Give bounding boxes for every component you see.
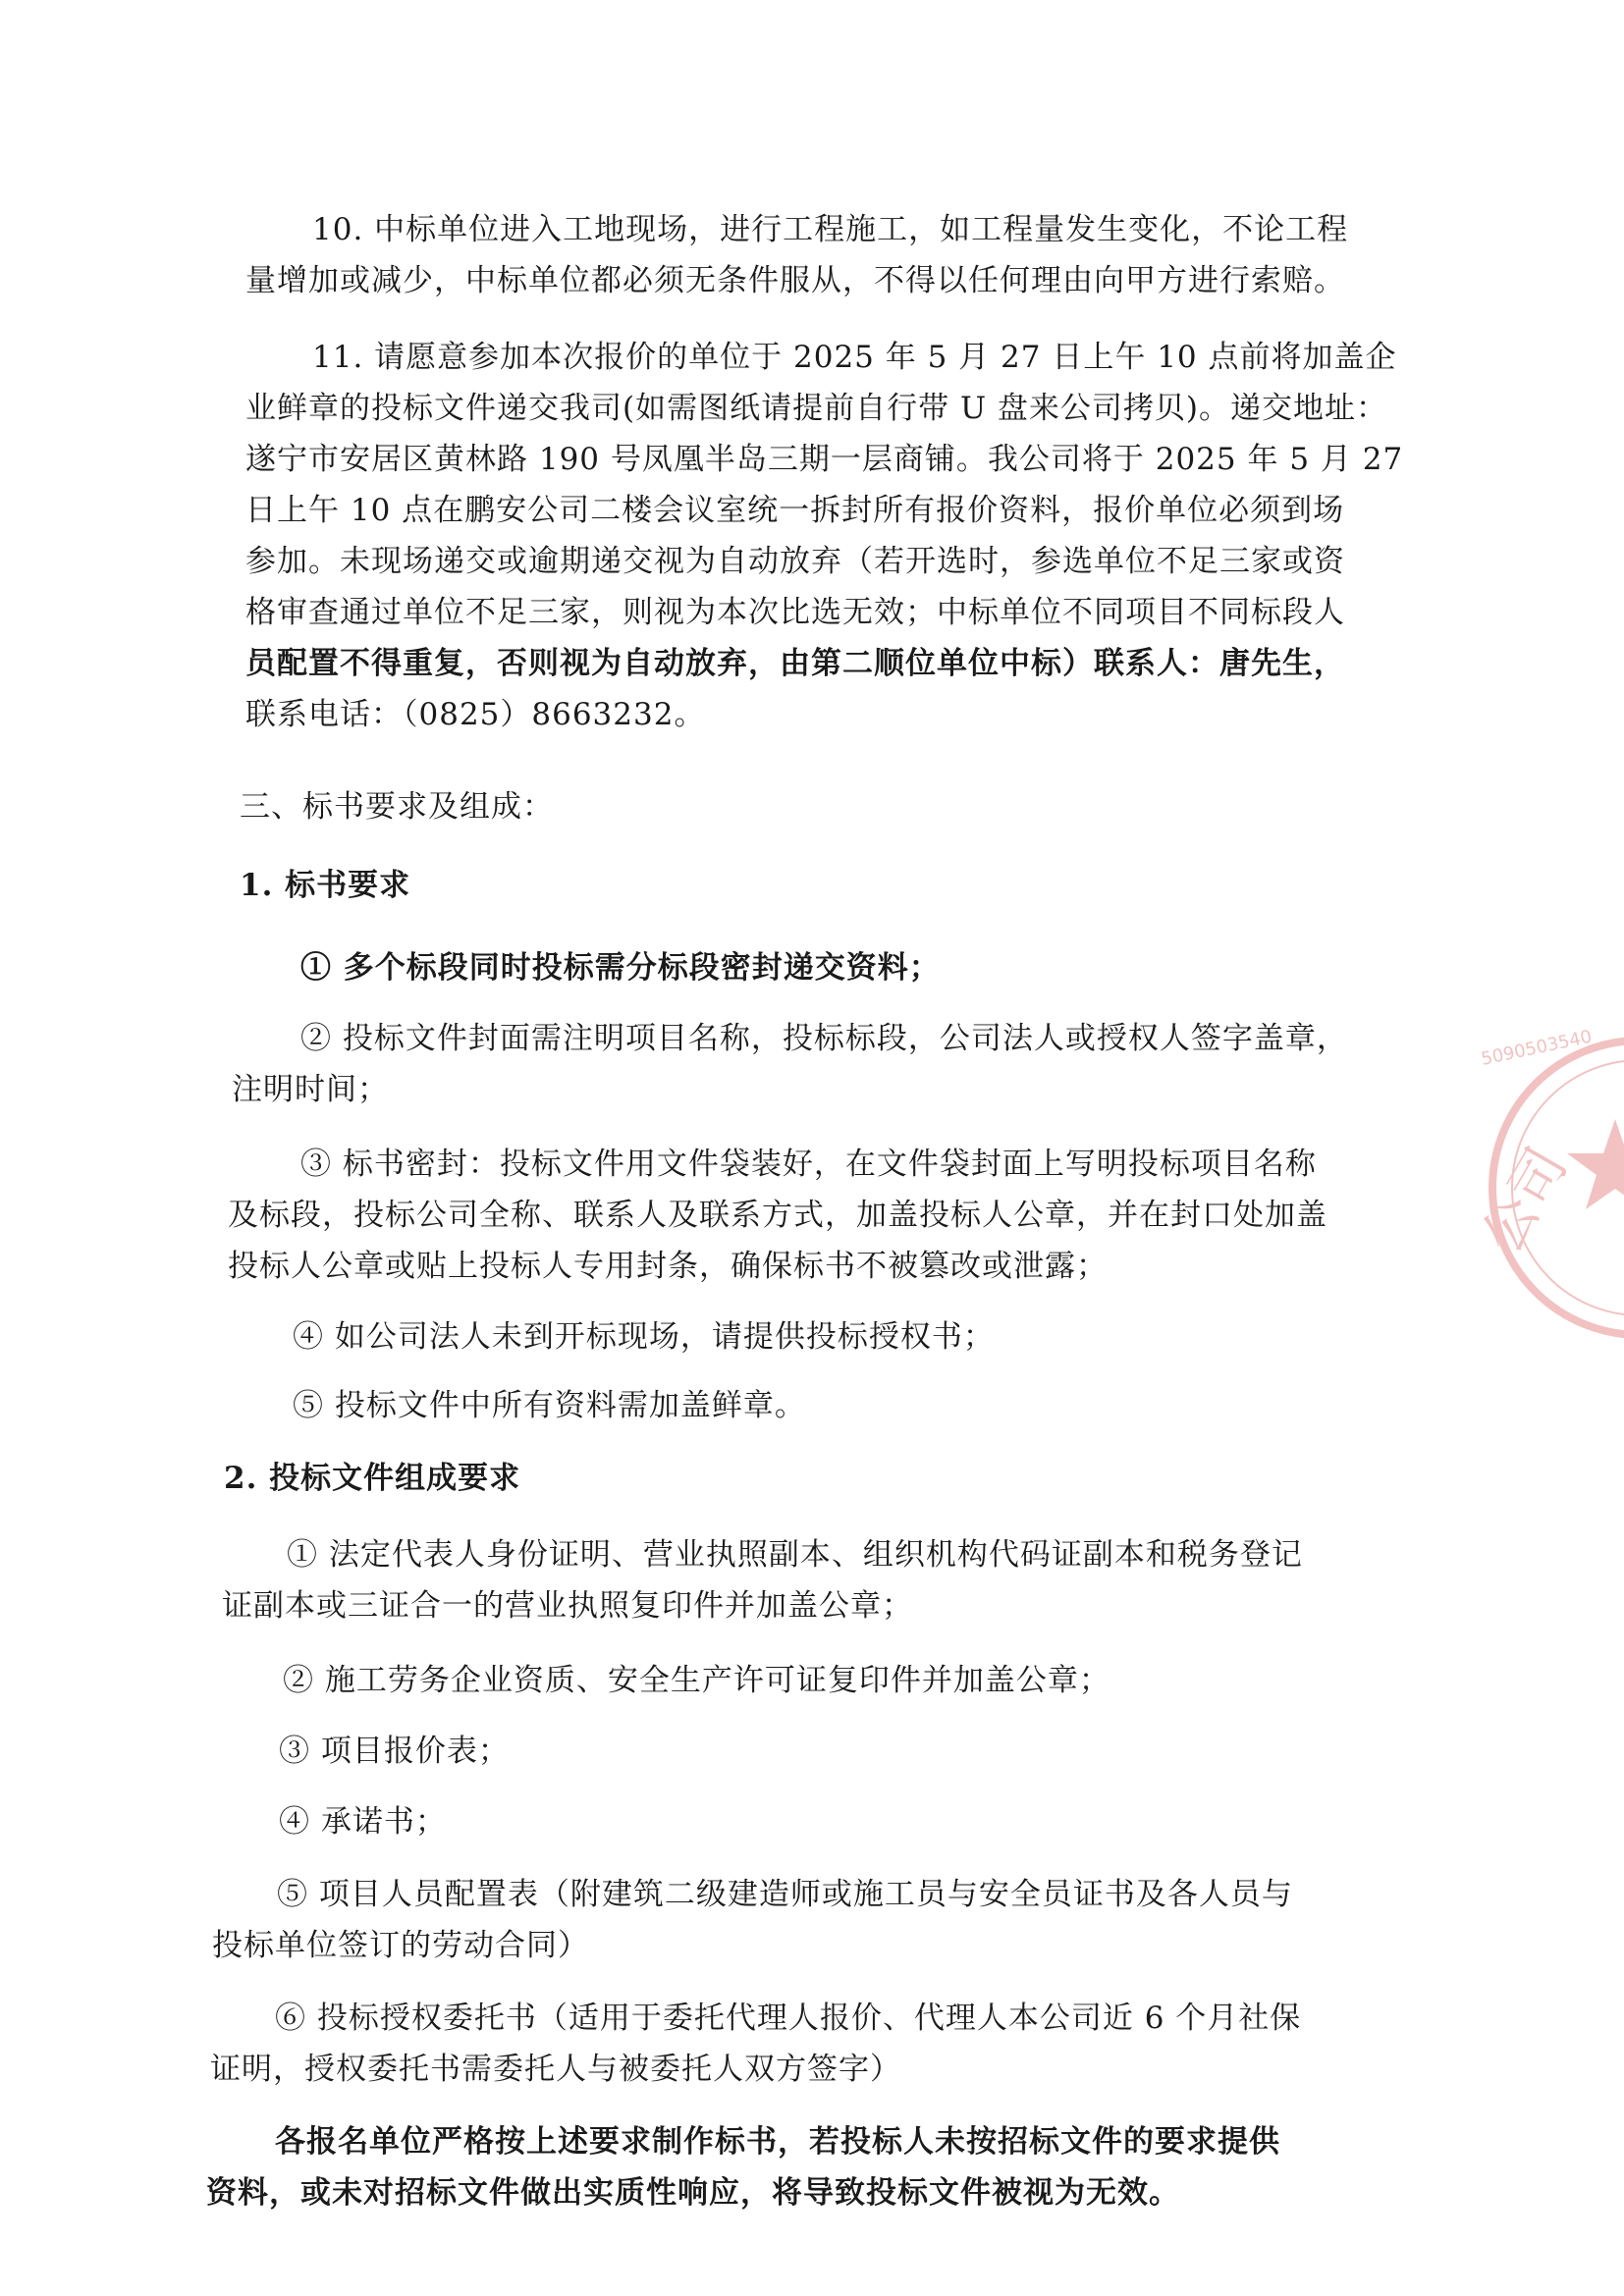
sub2-heading: 2. 投标文件组成要求 (224, 1461, 521, 1496)
para11-line3: 遂宁市安居区黄林路 190 号凤凰半岛三期一层商铺。我公司将于 2025 年 5 月 27 (245, 442, 1404, 477)
company-seal-stamp (1443, 1021, 1624, 1355)
para11-line5: 参加。未现场递交或逾期递交视为自动放弃（若开选时，参选单位不足三家或资 (245, 544, 1345, 579)
para11-line6: 格审查通过单位不足三家，则视为本次比选无效；中标单位不同项目不同标段人 (245, 595, 1345, 630)
sub1-heading: 1. 标书要求 (240, 868, 411, 903)
closing-line2: 资料，或未对招标文件做出实质性响应，将导致投标文件被视为无效。 (206, 2175, 1180, 2211)
sub1-item3-line2: 及标段，投标公司全称、联系人及联系方式，加盖投标人公章，并在封口处加盖 (228, 1198, 1327, 1233)
sub2-item5-line1: ⑤ 项目人员配置表（附建筑二级建造师或施工员与安全员证书及各人员与 (277, 1877, 1293, 1912)
sub1-item1: ① 多个标段同时投标需分标段密封递交资料； (300, 950, 941, 986)
para10-line1: 10. 中标单位进入工地现场，进行工程施工，如工程量发生变化，不论工程 (312, 212, 1349, 247)
sub2-item3: ③ 项目报价表； (279, 1734, 510, 1769)
sub1-item3-line3: 投标人公章或贴上投标人专用封条，确保标书不被篡改或泄露； (228, 1249, 1108, 1284)
para11-line1: 11. 请愿意参加本次报价的单位于 2025 年 5 月 27 日上午 10 点前将加盖企 (312, 340, 1397, 375)
sub2-item1-line1: ① 法定代表人身份证明、营业执照副本、组织机构代码证副本和税务登记 (287, 1537, 1303, 1573)
para10-line2: 量增加或减少，中标单位都必须无条件服从，不得以任何理由向甲方进行索赔。 (245, 263, 1345, 298)
sub1-item5: ⑤ 投标文件中所有资料需加盖鲜章。 (293, 1388, 806, 1423)
sub1-item2-line1: ② 投标文件封面需注明项目名称，投标标段，公司法人或授权人签字盖章， (300, 1021, 1348, 1056)
sub2-item6-line1: ⑥ 投标授权委托书（适用于委托代理人报价、代理人本公司近 6 个月社保 (275, 2001, 1302, 2036)
sub1-item3-line1: ③ 标书密封：投标文件用文件袋装好，在文件袋封面上写明投标项目名称 (300, 1147, 1317, 1182)
stamp-number: 5090503540 (1479, 1026, 1595, 1070)
sub2-item1-line2: 证副本或三证合一的营业执照复印件并加盖公章； (222, 1588, 913, 1624)
sub1-item4: ④ 如公司法人未到开标现场，请提供投标授权书； (293, 1319, 995, 1355)
sub2-item4: ④ 承诺书； (279, 1804, 447, 1840)
sub2-item5-line2: 投标单位签订的劳动合同） (212, 1928, 589, 1963)
sub2-item2: ② 施工劳务企业资质、安全生产许可证复印件并加盖公章； (283, 1663, 1110, 1698)
para11-line8: 联系电话：（0825）8663232。 (245, 697, 706, 732)
sub1-item2-line2: 注明时间； (232, 1072, 389, 1107)
sub2-item6-line2: 证明，授权委托书需委托人与被委托人双方签字） (210, 2052, 901, 2087)
para11-line4: 日上午 10 点在鹏安公司二楼会议室统一拆封所有报价资料，报价单位必须到场 (245, 493, 1345, 528)
para11-line2: 业鲜章的投标文件递交我司(如需图纸请提前自行带 U 盘来公司拷贝)。递交地址： (245, 391, 1388, 426)
stamp-text: 公司 (1469, 1137, 1581, 1264)
closing-line1: 各报名单位严格按上述要求制作标书，若投标人未按招标文件的要求提供 (275, 2124, 1280, 2160)
section3-heading: 三、标书要求及组成： (240, 789, 554, 825)
para11-line7: 员配置不得重复，否则视为自动放弃，由第二顺位单位中标）联系人：唐先生， (245, 646, 1345, 681)
